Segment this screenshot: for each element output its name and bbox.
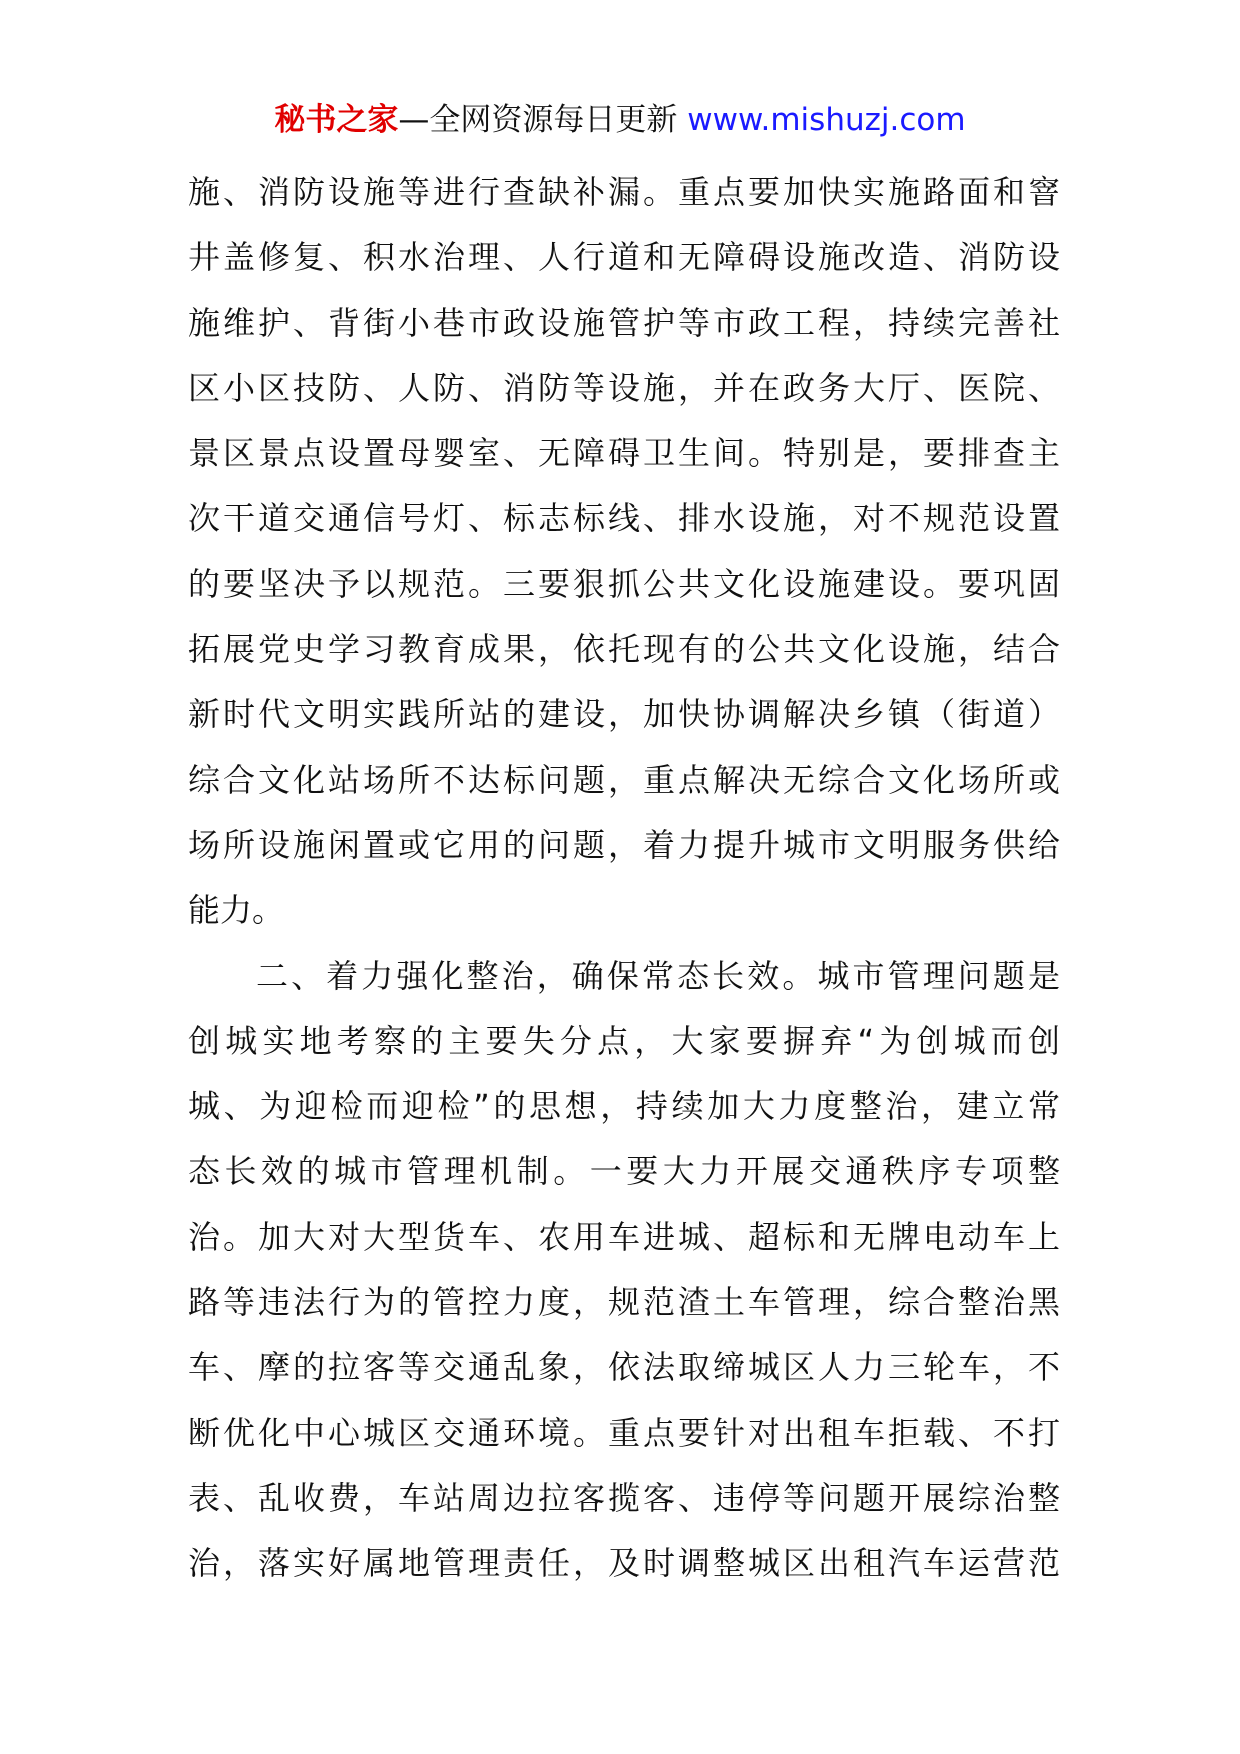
text-line: 次干道交通信号灯、标志标线、排水设施，对不规范设置 (188, 499, 1060, 538)
text-line: 区小区技防、人防、消防等设施，并在政务大厅、医院、 (188, 368, 1060, 407)
document-body (188, 160, 1060, 1597)
text-line: 车、摩的拉客等交通乱象，依法取缔城区人力三轮车，不 (188, 1348, 1060, 1387)
section-heading-line: 二、着力强化整治，确保常态长效。城市管理问题是 (256, 956, 1060, 995)
text-line: 的要坚决予以规范。三要狠抓公共文化设施建设。要巩固 (188, 564, 1060, 603)
text-line: 表、乱收费，车站周边拉客揽客、违停等问题开展综治整 (188, 1478, 1060, 1517)
text-line: 城、为迎检而迎检”的思想，持续加大力度整治，建立常 (188, 1087, 1060, 1126)
text-line: 施、消防设施等进行查缺补漏。重点要加快实施路面和窨 (188, 173, 1060, 211)
text-line: 治，落实好属地管理责任，及时调整城区出租汽车运营范 (188, 1544, 1060, 1583)
text-line: 能力。 (188, 891, 285, 930)
text-line: 井盖修复、积水治理、人行道和无障碍设施改造、消防设 (188, 238, 1060, 277)
header-url-link[interactable]: www.mishuzj.com (687, 102, 966, 138)
text-line: 新时代文明实践所站的建设，加快协调解决乡镇（街道） (188, 695, 1060, 734)
text-line: 路等违法行为的管控力度，规范渣土车管理，综合整治黑 (188, 1283, 1060, 1322)
text-line: 景区景点设置母婴室、无障碍卫生间。特别是，要排查主 (188, 434, 1060, 473)
header-tagline: —全网资源每日更新 (398, 102, 688, 138)
header-brand: 秘书之家 (274, 102, 399, 138)
text-line: 创城实地考察的主要失分点，大家要摒弃“为创城而创 (188, 1021, 1060, 1060)
text-line: 拓展党史学习教育成果，依托现有的公共文化设施，结合 (188, 630, 1060, 669)
text-line: 综合文化站场所不达标问题，重点解决无综合文化场所或 (188, 760, 1060, 799)
text-line: 治。加大对大型货车、农用车进城、超标和无牌电动车上 (188, 1217, 1060, 1256)
text-line: 态长效的城市管理机制。一要大力开展交通秩序专项整 (188, 1152, 1060, 1191)
text-line: 断优化中心城区交通环境。重点要针对出租车拒载、不打 (188, 1413, 1060, 1452)
text-line: 施维护、背街小巷市政设施管护等市政工程，持续完善社 (188, 303, 1060, 342)
page-header (0, 98, 1240, 142)
text-line: 场所设施闲置或它用的问题，着力提升城市文明服务供给 (188, 825, 1060, 864)
